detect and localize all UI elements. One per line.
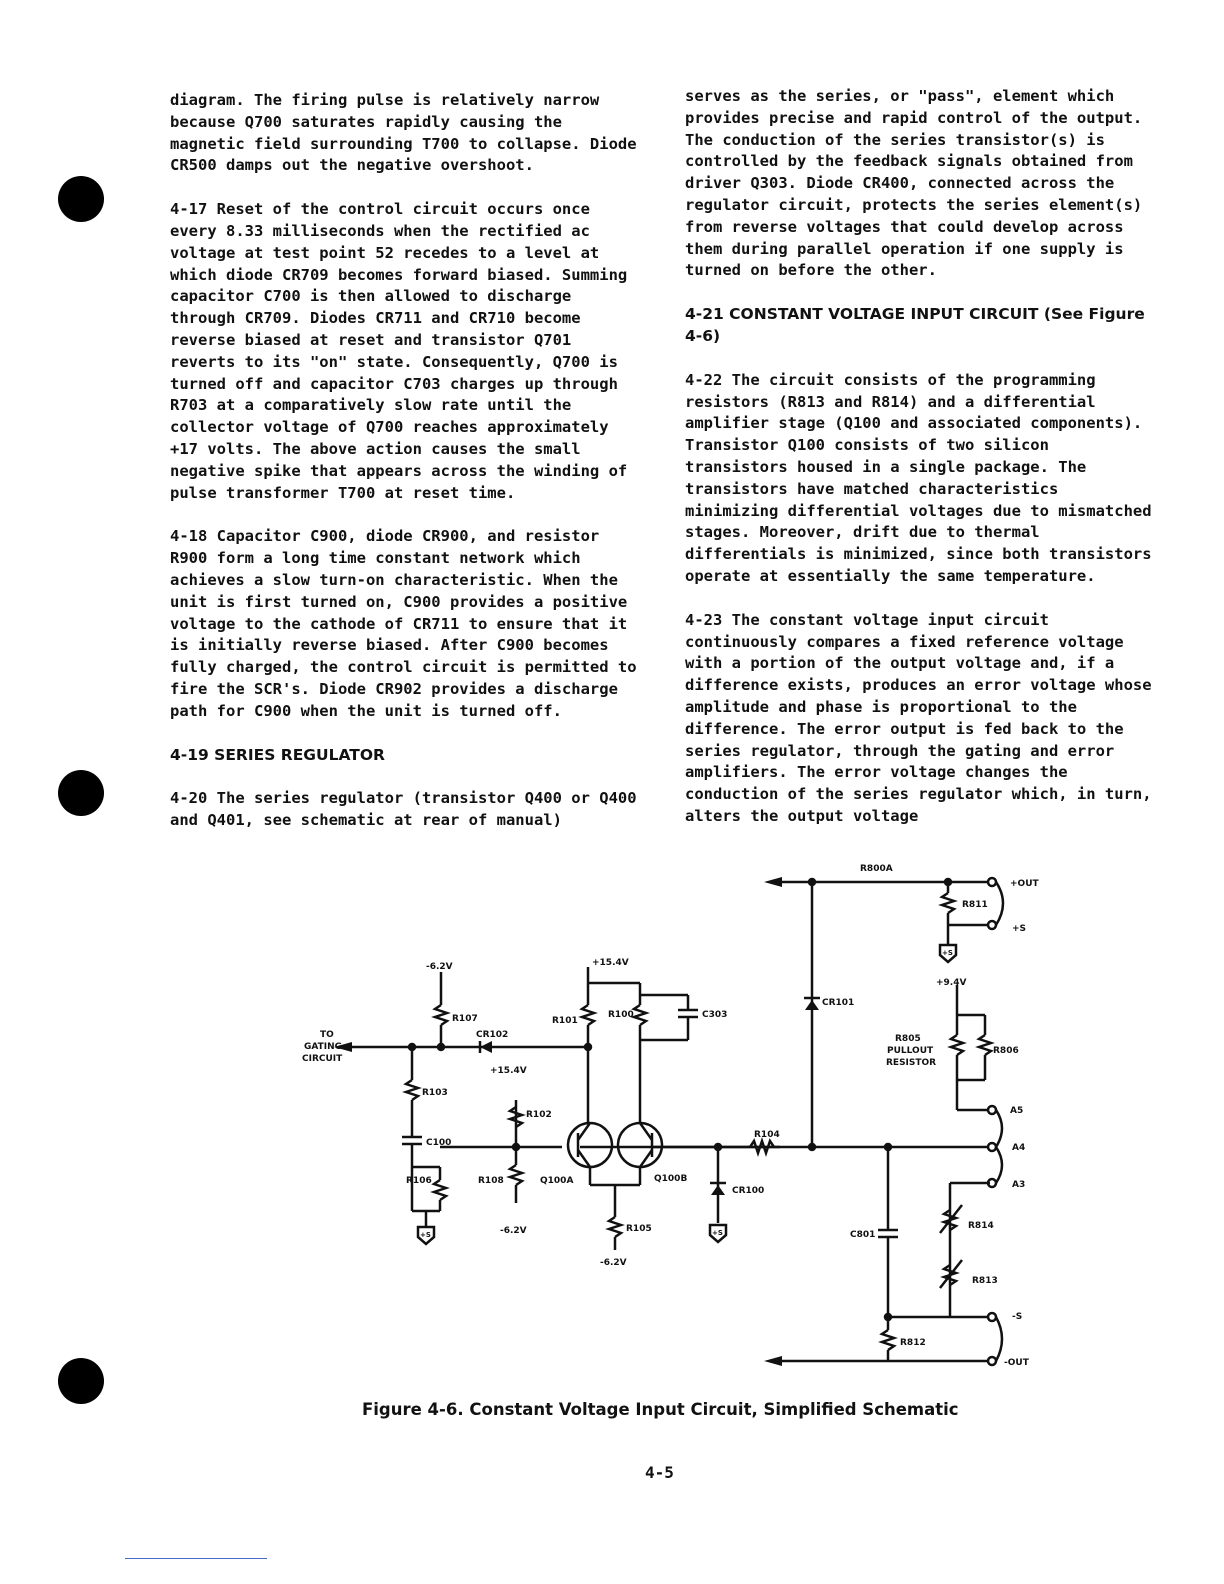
binder-hole-middle	[58, 770, 104, 816]
label-r101: R101	[552, 1016, 578, 1026]
label-v62-mid: -6.2V	[500, 1226, 527, 1236]
paragraph-4-23: 4-23 The constant voltage input circuit continuously compares a fixed reference voltage with a portion of the output voltage and, if a difference exists, produces an error voltage whose amplitude and phase is proportional to the difference. The error output is fed back to the series regulator, through the gating and error amplifiers. The error voltage changes the conduction of the series regulator which, in turn, alters the output voltage	[685, 610, 1152, 825]
schematic-wires	[334, 877, 1003, 1366]
paragraph-4-22: 4-22 The circuit consists of the programming resistors (R813 and R814) and a differential amplifier stage (Q100 and associated components). Transistor Q100 consists of two silicon transistors housed in a single package. The transistors have matched characteristics minimizing differential voltages due to mismatched stages. Moreover, drift due to thermal differentials is minimized, since both transistors operate at essentially the same temperature.	[685, 370, 1152, 585]
schematic-figure-4-6	[290, 855, 1050, 1385]
label-r806: R806	[993, 1046, 1019, 1056]
label-cr102: CR102	[476, 1030, 509, 1040]
paragraph-4-17: 4-17 Reset of the control circuit occurs once every 8.33 milliseconds when the rectified ac voltage at test point 52 recedes to a level at which diode CR709 becomes forward biased. Summing capacitor C700 is then allowed to discharge through CR709. Diodes CR711 and CR710 become reverse biased at reset and transistor Q701 reverts to its "on" state. Consequently, Q700 is turned off and capacitor C703 charges up through R703 at a comparatively slow rate until the collector voltage of Q700 reaches approximately +17 volts. The above action causes the small negative spike that appears across the winding of pulse transformer T700 at reset time.	[170, 200, 628, 502]
label-v154-top: +15.4V	[592, 958, 629, 968]
label-r106: R106	[406, 1176, 432, 1186]
label-circuit: CIRCUIT	[302, 1054, 343, 1064]
label-v62-bottom: -6.2V	[600, 1258, 627, 1268]
label-gating: GATING	[304, 1042, 343, 1052]
label-pullout: PULLOUT	[887, 1046, 934, 1056]
label-r813: R813	[972, 1276, 998, 1286]
paragraph-4-18: 4-18 Capacitor C900, diode CR900, and resistor R900 form a long time constant network which achieves a slow turn-on characteristic. When the unit is first turned on, C900 provides a positive voltage to the cathode of CR711 to ensure that it is initially reverse biased. After C900 becomes fully charged, the control circuit is permitted to fire the SCR's. Diode CR902 provides a discharge path for C900 when the unit is turned off.	[170, 527, 637, 720]
label-v62-top: -6.2V	[426, 962, 453, 972]
label-r811: R811	[962, 900, 988, 910]
label-a3: A3	[1012, 1180, 1026, 1190]
label-s-neg: -S	[1012, 1312, 1023, 1322]
label-c303: C303	[702, 1010, 728, 1020]
label-out-neg: -OUT	[1004, 1358, 1029, 1368]
label-ground-left: +S	[420, 1231, 431, 1239]
paragraph-4-20-continued: serves as the series, or "pass", element which provides precise and rapid control of the output. The conduction of the series transistor(s) is controlled by the feedback signals obtained from driver Q303. Diode CR400, connected across the regulator circuit, protects the series element(s) from reverse voltages that could develop across them during parallel operation if one supply is turned on before the other.	[685, 87, 1143, 280]
label-resistor: RESISTOR	[886, 1058, 937, 1068]
label-c801: C801	[850, 1230, 876, 1240]
left-text-column	[170, 90, 640, 854]
binder-hole-bottom	[58, 1358, 104, 1404]
label-ground-s: +S	[942, 949, 953, 957]
label-cr100: CR100	[732, 1186, 765, 1196]
label-r814: R814	[968, 1221, 994, 1231]
label-q100b: Q100B	[654, 1174, 688, 1184]
label-a5: A5	[1010, 1106, 1024, 1116]
label-r102: R102	[526, 1110, 552, 1120]
right-text-column	[685, 86, 1153, 850]
label-r108: R108	[478, 1176, 504, 1186]
label-9v4: +9.4V	[936, 978, 967, 988]
label-to: TO	[320, 1030, 334, 1040]
heading-4-21: 4-21 CONSTANT VOLTAGE INPUT CIRCUIT (See Figure 4-6)	[685, 305, 1145, 345]
label-r805: R805	[895, 1034, 921, 1044]
label-q100a: Q100A	[540, 1176, 574, 1186]
binder-hole-top	[58, 176, 104, 222]
page-number: 4-5	[645, 1463, 674, 1482]
label-c100: C100	[426, 1138, 452, 1148]
label-r103: R103	[422, 1088, 448, 1098]
label-r800a: R800A	[860, 864, 893, 874]
label-r107: R107	[452, 1014, 478, 1024]
footer-rule	[125, 1558, 267, 1559]
label-s-pos: +S	[1012, 924, 1027, 934]
figure-caption: Figure 4-6. Constant Voltage Input Circuit, Simplified Schematic	[362, 1400, 959, 1419]
paragraph-continuation: diagram. The firing pulse is relatively narrow because Q700 saturates rapidly causing the magnetic field surrounding T700 to collapse. Diode CR500 damps out the negative overshoot.	[170, 91, 637, 175]
paragraph-4-20: 4-20 The series regulator (transistor Q400 or Q400 and Q401, see schematic at rear of manual)	[170, 789, 637, 830]
label-v154-mid: +15.4V	[490, 1066, 527, 1076]
label-r100: R100	[608, 1010, 634, 1020]
label-a4: A4	[1012, 1143, 1026, 1153]
label-out-pos: +OUT	[1010, 879, 1039, 889]
label-r812: R812	[900, 1338, 926, 1348]
heading-4-19: 4-19 SERIES REGULATOR	[170, 745, 385, 764]
label-r104: R104	[754, 1130, 780, 1140]
label-r105: R105	[626, 1224, 652, 1234]
label-cr101: CR101	[822, 998, 855, 1008]
label-ground-right: +S	[712, 1229, 723, 1237]
